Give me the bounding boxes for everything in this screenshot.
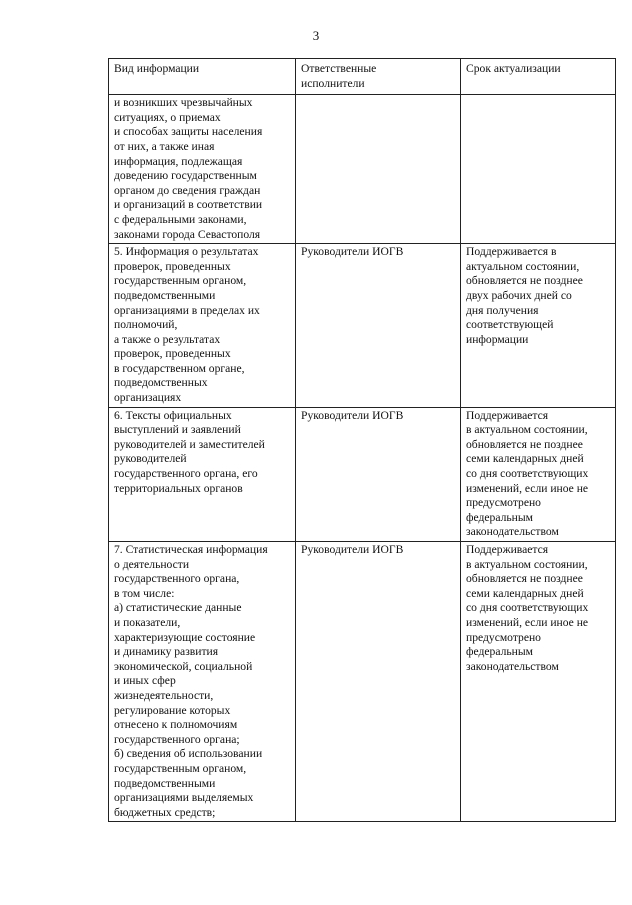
cell-info-type: 6. Тексты официальных выступлений и заявлений руководителей и заместителей руководителей государственного органа, его территориальных органов xyxy=(109,407,296,541)
cell-executor xyxy=(296,95,461,244)
header-executors: Ответственные исполнители xyxy=(296,59,461,95)
cell-update-term: Поддерживается в актуальном состоянии, обновляется не позднее семи календарных дней со дня соответствующих изменений, если иное не предусмотрено федеральным законодательством xyxy=(461,542,616,822)
table-row xyxy=(109,244,616,408)
table-row xyxy=(109,542,616,822)
cell-executor: Руководители ИОГВ xyxy=(296,244,461,408)
cell-update-term: Поддерживается в актуальном состоянии, обновляется не позднее двух рабочих дней со дня получения соответствующей информации xyxy=(461,244,616,408)
header-info-type: Вид информации xyxy=(109,59,296,95)
cell-update-term xyxy=(461,95,616,244)
cell-info-type: 5. Информация о результатах проверок, проведенных государственным органом, подведомственными организациями в пределах их полномочий, а также о результатах проверок, проведенных в государственном органе, подведомственных организациях xyxy=(109,244,296,408)
cell-executor: Руководители ИОГВ xyxy=(296,407,461,541)
table-row xyxy=(109,407,616,541)
cell-update-term: Поддерживается в актуальном состоянии, обновляется не позднее семи календарных дней со дня соответствующих изменений, если иное не предусмотрено федеральным законодательством xyxy=(461,407,616,541)
page-number: 3 xyxy=(312,28,320,43)
cell-executor: Руководители ИОГВ xyxy=(296,542,461,822)
information-table xyxy=(108,58,616,822)
header-update-term: Срок актуализации xyxy=(461,59,616,95)
table-header-row xyxy=(109,59,616,95)
cell-info-type: 7. Статистическая информация о деятельности государственного органа, в том числе: а) статистические данные и показатели, характеризующие состояние и динамику развития экономической, социальной и иных сфер жизнедеятельности, регулирование которых отнесено к полномочиям государственного органа; б) сведения об использовании государственным органом, подведомственными организациями выделяемых бюджетных средств; xyxy=(109,542,296,822)
table-row xyxy=(109,95,616,244)
cell-info-type: и возникших чрезвычайных ситуациях, о приемах и способах защиты населения от них, а также иная информация, подлежащая доведению государственным органом до сведения граждан и организаций в соответствии с федеральными законами, законами города Севастополя xyxy=(109,95,296,244)
